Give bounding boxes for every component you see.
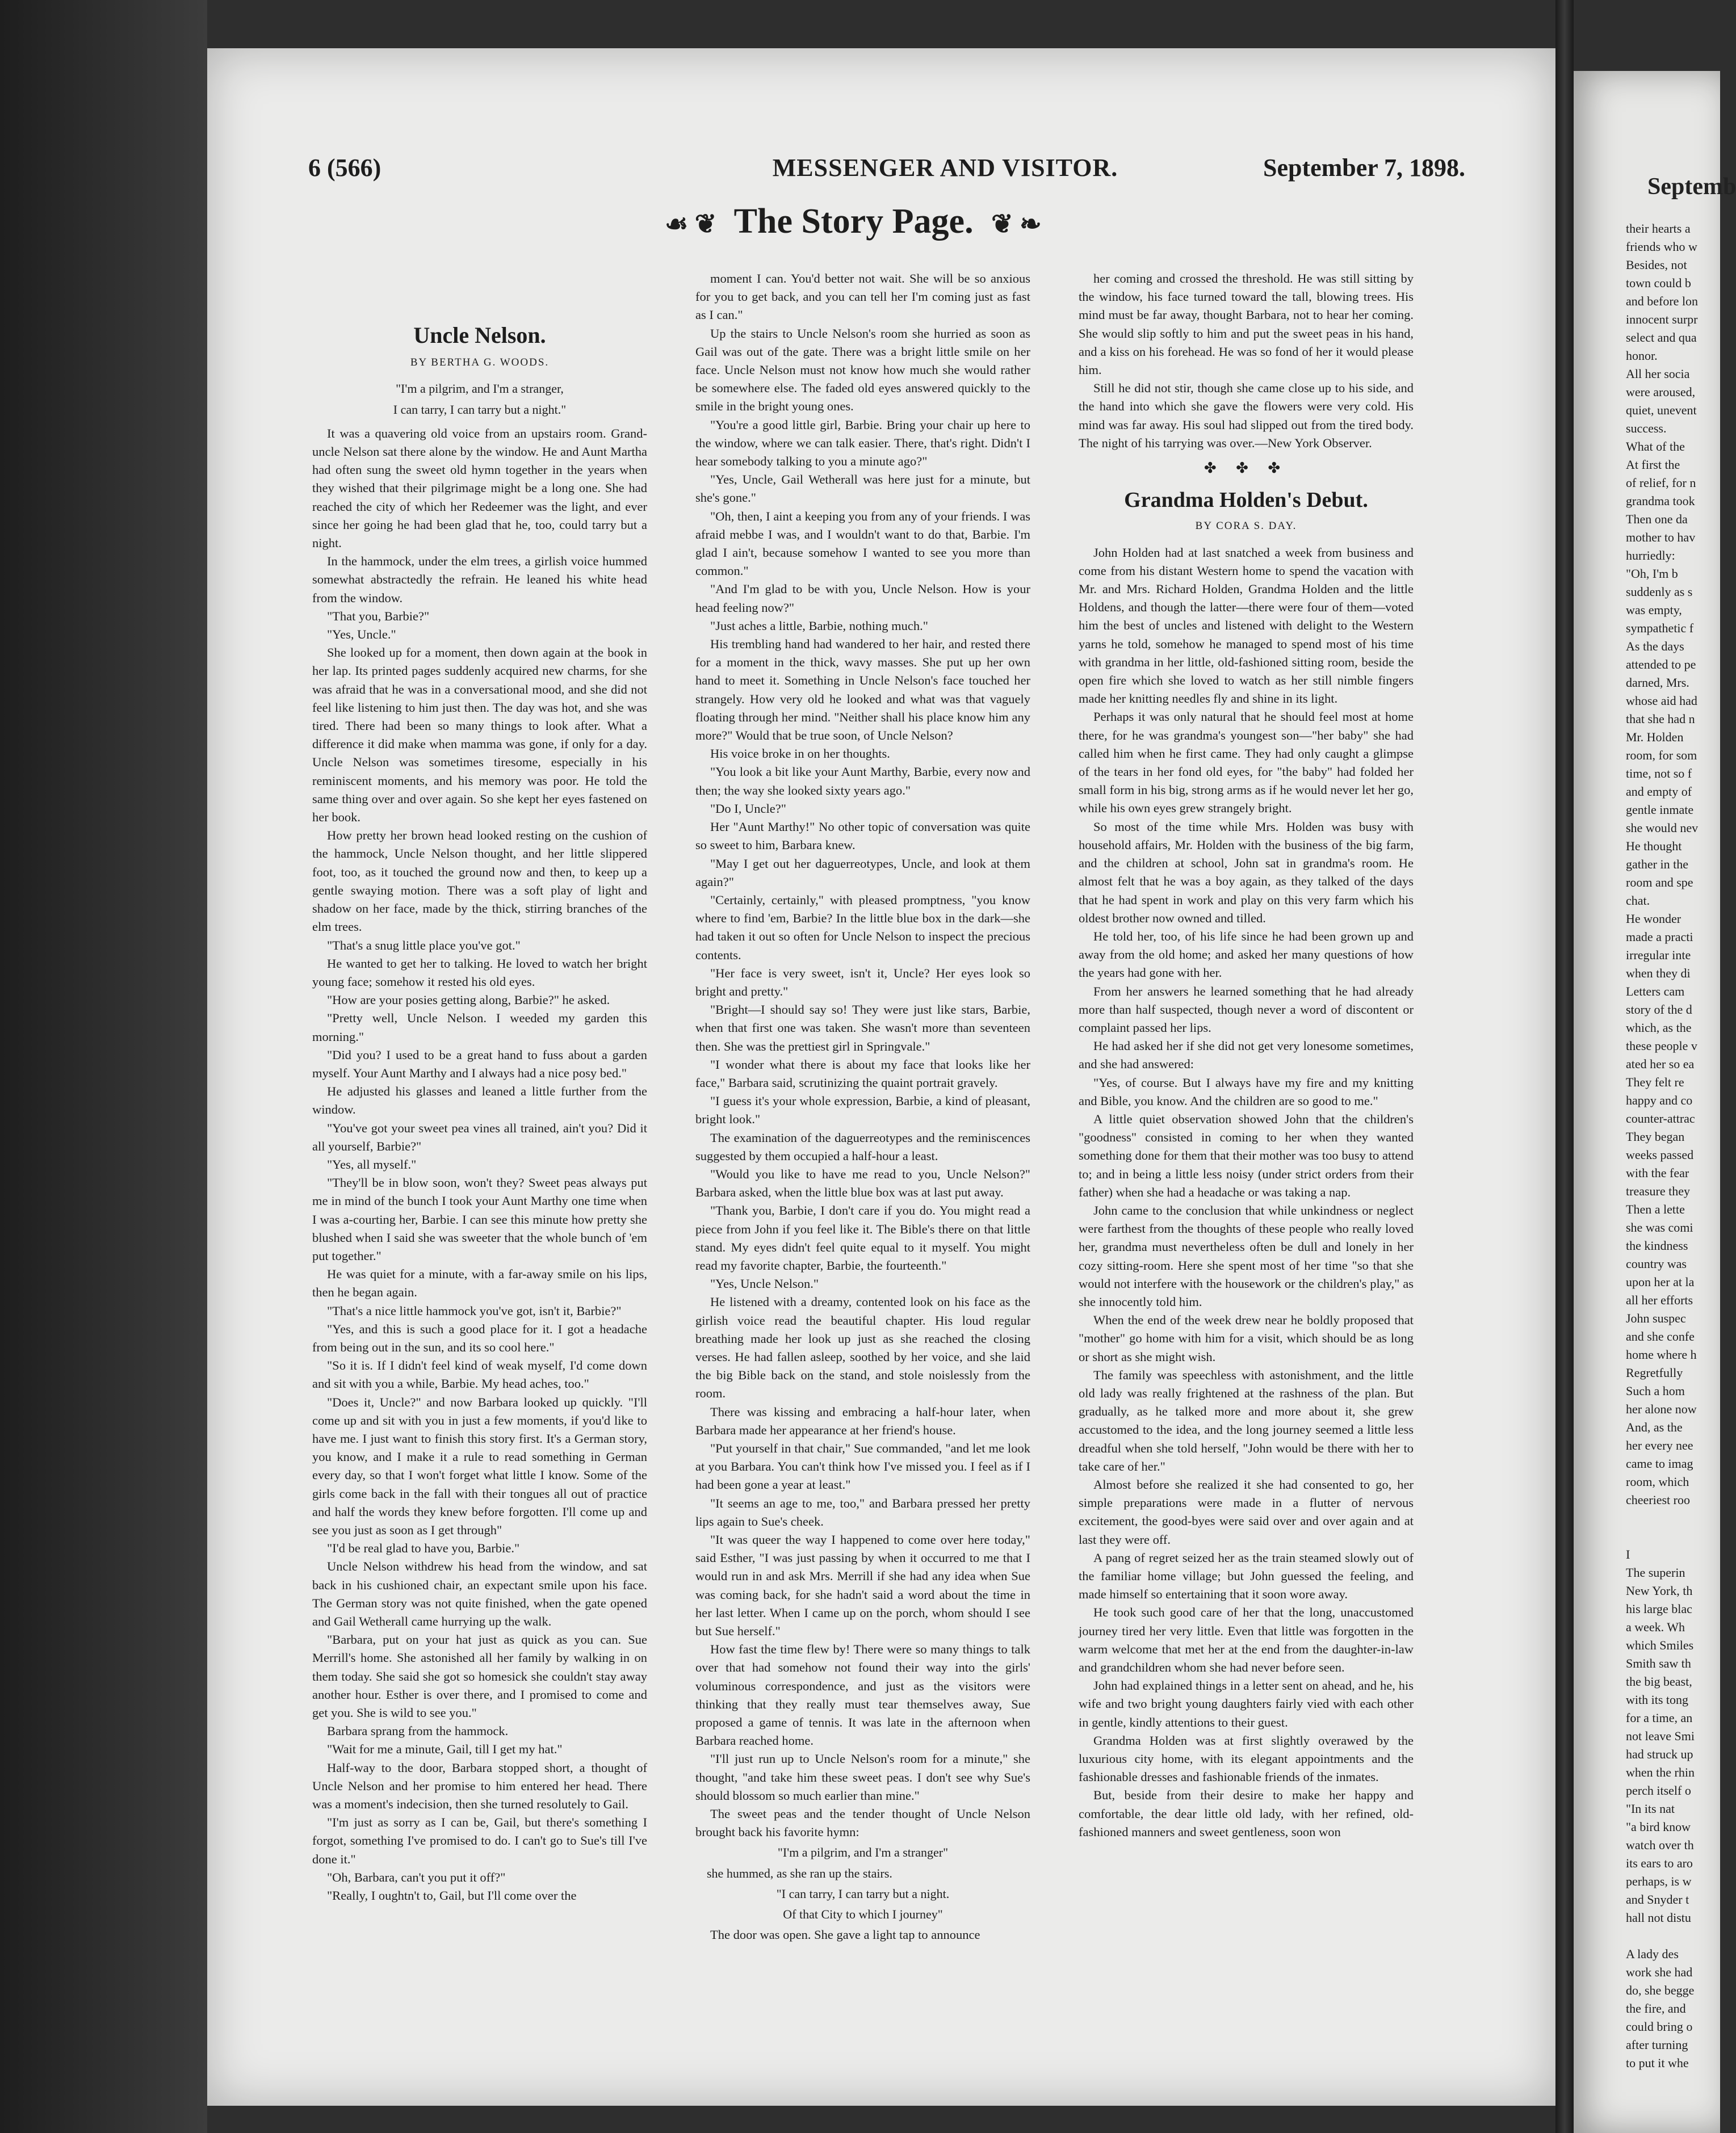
paragraph: The door was open. She gave a light tap to announce [710, 1928, 980, 1942]
text-line: perhaps, is w [1626, 1874, 1692, 1888]
text-line: Smith saw th [1626, 1656, 1691, 1670]
text-line: Besides, not [1626, 258, 1687, 272]
paragraph: He had asked her if she did not get very lonesome sometimes, and she had answered: [1079, 1039, 1414, 1072]
text-line: when the rhin [1626, 1765, 1695, 1779]
text-line: she would nev [1626, 821, 1699, 835]
story-byline: BY CORA S. DAY. [1195, 520, 1297, 532]
text-line [1626, 1927, 1722, 1945]
text-line: not leave Smi [1626, 1729, 1695, 1743]
hymn-line: Of that City to which I journey" [783, 1907, 943, 1922]
paragraph: He was quiet for a minute, with a far-away smile on his lips, then he began again. [312, 1267, 647, 1300]
paragraph: Still he did not stir, though she came close up to his side, and the hand into which she gave the flowers were very cold. His mind was far away. His soul had slipped out from the tired body. The night of his tarrying was over.—New York Observer. [1079, 381, 1414, 450]
paragraph: "Yes, of course. But I always have my fire and my knitting and Bible, you know. And the children are so good to me." [1079, 1075, 1414, 1108]
leaf-ornament-icon: ☙ ❦ [665, 209, 717, 238]
text-line: gentle inmate [1626, 803, 1694, 817]
paragraph: "Really, I oughtn't to, Gail, but I'll come over the [327, 1888, 577, 1903]
text-line: Regretfully [1626, 1366, 1683, 1380]
story-title-grandma-holden: Grandma Holden's Debut. [1124, 488, 1368, 513]
text-line: which Smiles [1626, 1638, 1694, 1652]
column-3-body-story2 [1079, 544, 1414, 1841]
hymn-line: she hummed, as she ran up the stairs. [707, 1866, 892, 1880]
paragraph: "Her face is very sweet, isn't it, Uncle? Her eyes look so bright and pretty." [695, 965, 1030, 998]
text-line: after turning [1626, 2038, 1688, 2052]
paragraph: He told her, too, of his life since he had been grown up and away from the old home; and asked her many questions of how the years had gone with her. [1079, 929, 1414, 980]
text-line: I [1626, 1547, 1630, 1561]
text-line: success. [1626, 421, 1667, 435]
column-2 [695, 270, 1030, 1944]
adjacent-page-fragment [1574, 71, 1736, 2133]
text-line: "In its nat [1626, 1802, 1675, 1816]
paragraph: Uncle Nelson withdrew his head from the window, and sat back in his cushioned chair, an expectant smile upon his face. The German story was not quite finished, when the gate opened and Gail Wetherall came hurrying up the walk. [312, 1559, 647, 1629]
text-line: town could b [1626, 276, 1691, 290]
story-byline: BY BERTHA G. WOODS. [410, 356, 550, 369]
paragraph: In the hammock, under the elm trees, a girlish voice hummed somewhat abstractedly the refrain. He leaned his white head from the window. [312, 554, 647, 605]
text-line: quiet, unevent [1626, 403, 1697, 417]
page-number: 6 (566) [308, 154, 381, 182]
text-line: his large blac [1626, 1602, 1692, 1616]
text-line: attended to pe [1626, 657, 1696, 671]
text-line: work she had [1626, 1965, 1693, 1979]
paragraph: "Put yourself in that chair," Sue commanded, "and let me look at you Barbara. You can't think how I've missed you. I feel as if I had been gone a year at least." [695, 1441, 1030, 1492]
paragraph: "Wait for me a minute, Gail, till I get my hat." [327, 1742, 563, 1757]
paragraph: "Yes, Uncle, Gail Wetherall was here just for a minute, but she's gone." [695, 472, 1030, 505]
paragraph: "You're a good little girl, Barbie. Bring your chair up here to the window, where we can talk easier. There, that's right. Didn't I hear somebody talking to you a minute ago?" [695, 417, 1030, 469]
paragraph: "So it is. If I didn't feel kind of weak myself, I'd come down and sit with you a while, Barbie. My head aches, too." [312, 1358, 647, 1391]
paragraph: "Pretty well, Uncle Nelson. I weeded my garden this morning." [312, 1011, 647, 1044]
text-line: All her socia [1626, 367, 1690, 381]
paragraph: From her answers he learned something that he had already more than half suspected, though never a word of discontent or complaint passed her lips. [1079, 984, 1414, 1035]
paragraph: When the end of the week drew near he boldly proposed that "mother" go home with him for a visit, which should be as long or short as she might wish. [1079, 1313, 1414, 1364]
paragraph: John Holden had at last snatched a week from business and come from his distant Western home to spend the vacation with Mr. and Mrs. Richard Holden, Grandma Holden and the little Holdens, and though the latter—there were four of them—voted him the best of uncles and listened with delight to the Western yarns he told, somehow he managed to spend most of his time with grandma in her little, old-fashioned sitting room, beside the open fire which she loved to watch as her still nimble fingers made her knitting needles fly and shine in its light. [1079, 545, 1414, 706]
paragraph: Almost before she realized it she had consented to go, her simple preparations were made in a flutter of nervous excitement, the good-byes were said over and over again and at last they were off. [1079, 1477, 1414, 1547]
text-line: were aroused, [1626, 385, 1696, 399]
paragraph: "Oh, then, I aint a keeping you from any of your friends. I was afraid mebbe I was, and I wouldn't want to do that, Barbie. I'm glad I ain't, because somehow I wanted to see you more than common." [695, 509, 1030, 578]
text-line: gather in the [1626, 857, 1688, 871]
publication-name: MESSENGER AND VISITOR. [772, 154, 1118, 182]
text-line: upon her at la [1626, 1275, 1695, 1289]
text-line: had struck up [1626, 1747, 1693, 1761]
text-line: the big beast, [1626, 1674, 1692, 1689]
text-line: when they di [1626, 966, 1691, 980]
text-line: all her efforts [1626, 1293, 1693, 1307]
text-line: and she confe [1626, 1329, 1695, 1343]
page-gutter [1555, 0, 1574, 2133]
issue-date: September 7, 1898. [1263, 154, 1466, 182]
paragraph: "Certainly, certainly," with pleased promptness, "you know where to find 'em, Barbie? In the little blue box in the dark—she had taken it out so often for Uncle Nelson to inspect the precious contents. [695, 892, 1030, 962]
text-line: The superin [1626, 1565, 1685, 1580]
text-line: home where h [1626, 1347, 1697, 1362]
text-line: these people v [1626, 1039, 1697, 1053]
paragraph: Grandma Holden was at first slightly overawed by the luxurious city home, with its elegant appointments and the fashionable dresses and fashionable friends of the inmates. [1079, 1733, 1414, 1785]
column-3 [1079, 270, 1414, 1841]
text-line: perch itself o [1626, 1783, 1691, 1798]
paragraph: "I'm just as sorry as I can be, Gail, but there's something I forgot, something I've promised to do. I can't go to Sue's till I've done it." [312, 1815, 647, 1866]
text-line: Then one da [1626, 512, 1688, 526]
text-line: room, which [1626, 1475, 1689, 1489]
hymn-line: "I can tarry, I can tarry but a night. [776, 1886, 950, 1901]
paragraph: "That's a snug little place you've got." [327, 938, 521, 952]
paragraph: She looked up for a moment, then down again at the book in her lap. Its printed pages suddenly acquired new charms, for she was afraid that he was in a conversational mood, and she did not feel like listening to him just then. The day was hot, and she was tired. There had been so many things to look after. What a difference it did make when mamma was gone, if only for a day. Uncle Nelson was sometimes tiresome, especially in his reminiscent moments, and his memory was poor. He told the same thing over and over again. So she kept her eyes fastened on her book. [312, 645, 647, 825]
text-line: which, as the [1626, 1021, 1692, 1035]
scan-left-margin [0, 0, 207, 2133]
text-line: He wonder [1626, 912, 1682, 926]
column-2-body [695, 270, 1030, 1841]
text-line: room and spe [1626, 875, 1693, 889]
text-line: weeks passed [1626, 1148, 1694, 1162]
text-line: cheeriest roo [1626, 1493, 1690, 1507]
paragraph: The examination of the daguerreotypes and the reminiscences suggested by them occupied a half-hour a least. [695, 1130, 1030, 1163]
epigraph-line: "I'm a pilgrim, and I'm a stranger, [396, 381, 564, 396]
paragraph: He listened with a dreamy, contented look on his face as the girlish voice read the beautiful chapter. His loud regular breathing made her look up just as she reached the closing verses. He had fallen asleep, soothed by her voice, and she laid the big Bible back on the stand, and stole noislessly from the room. [695, 1295, 1030, 1401]
text-line: sympathetic f [1626, 621, 1694, 635]
epigraph-line: I can tarry, I can tarry but a night." [393, 402, 567, 417]
section-title-text: The Story Page. [733, 202, 974, 241]
text-line: He thought [1626, 839, 1682, 853]
column-1-body [312, 425, 647, 1905]
paragraph: Up the stairs to Uncle Nelson's room she hurried as soon as Gail was out of the gate. There was a bright little smile on her face. Uncle Nelson must not know how much she would rather be somewhere else. The faded old eyes answered quickly to the smile in the bright young ones. [695, 326, 1030, 414]
text-line: mother to hav [1626, 530, 1696, 544]
paragraph: "I wonder what there is about my face that looks like her face," Barbara said, scrutinizing the quaint portrait gravely. [695, 1057, 1030, 1090]
paragraph: "It was queer the way I happened to come over here today," said Esther, "I was just passing by when it occurred to me that I would run in and ask Mrs. Merrill if she had any idea when Sue was coming back, for she hadn't said a word about the time in her last letter. When I came up on the porch, whom should I see but Sue herself." [695, 1532, 1030, 1639]
paragraph: Perhaps it was only natural that he should feel most at home there, for he was grandma's youngest son—"her baby" she had called him when he first came. They had only caught a glimpse of the tears in her fond old eyes, for "the baby" had folded her small form in his big, strong arms as if he would never let her go, while his own eyes grew strangely bright. [1079, 709, 1414, 816]
text-line: was empty, [1626, 603, 1682, 617]
adjacent-page-header: Septemb [1647, 174, 1736, 200]
text-line: grandma took [1626, 494, 1695, 508]
paragraph: "Yes, all myself." [327, 1157, 417, 1172]
text-line: "Oh, I'm b [1626, 566, 1678, 581]
paragraph: "Yes, and this is such a good place for it. I got a headache from being out in the sun, and its so cool here." [312, 1321, 647, 1354]
text-line: Then a lette [1626, 1202, 1685, 1216]
leaf-ornament-icon: ❦ ❧ [991, 209, 1042, 238]
paragraph: "Barbara, put on your hat just as quick as you can. Sue Merrill's home. She astonished all her family by walking in on them today. She said she got so homesick she couldn't stay away another hour. Esther is over there, and I promised to come and get you. She is wild to see you." [312, 1632, 647, 1720]
text-line: treasure they [1626, 1184, 1690, 1198]
text-line: hall not distu [1626, 1911, 1691, 1925]
paragraph: His voice broke in on her thoughts. [710, 746, 890, 761]
paragraph: "Thank you, Barbie, I don't care if you do. You might read a piece from John if you feel like it. The Bible's there on that little stand. My eyes didn't feel quite equal to it myself. You might read my favorite chapter, Barbie, the fourteenth." [695, 1203, 1030, 1273]
section-title [656, 201, 1337, 247]
paragraph: "You look a bit like your Aunt Marthy, Barbie, every now and then; the way she looked sixty years ago." [695, 765, 1030, 797]
paragraph: "Yes, Uncle Nelson." [710, 1277, 819, 1291]
paragraph: But, beside from their desire to make her happy and comfortable, the dear little old lady, with her refined, old-fashioned manners and sweet gentleness, soon won [1079, 1788, 1414, 1839]
text-line: friends who w [1626, 240, 1697, 254]
paragraph: There was kissing and embracing a half-hour later, when Barbara made her appearance at her friend's house. [695, 1404, 1030, 1437]
page-header [207, 153, 1555, 187]
text-line: came to imag [1626, 1456, 1693, 1471]
text-line: the fire, and [1626, 2001, 1686, 2016]
paragraph: A pang of regret seized her as the train steamed slowly out of the familiar home village; but John guessed the feeling, and made himself so entertaining that it soon wore away. [1079, 1550, 1414, 1602]
text-line: darned, Mrs. [1626, 675, 1689, 690]
paragraph: How fast the time flew by! There were so many things to talk over that had somehow not found their way into the girls' voluminous correspondence, and just as the visitors were thinking that they really must tear themselves away, Sue proposed a game of tennis. It was late in the afternoon when Barbara reached home. [695, 1642, 1030, 1748]
text-line: room, for som [1626, 748, 1697, 762]
paragraph: "And I'm glad to be with you, Uncle Nelson. How is your head feeling now?" [695, 582, 1030, 615]
column-1 [312, 270, 647, 1905]
paragraph: "May I get out her daguerreotypes, Uncle, and look at them again?" [695, 856, 1030, 889]
text-line: A lady des [1626, 1947, 1679, 1961]
text-line [1626, 1509, 1722, 1527]
text-line: New York, th [1626, 1584, 1693, 1598]
hymn-line: "I'm a pilgrim, and I'm a stranger" [777, 1845, 949, 1860]
paragraph: "I'll just run up to Uncle Nelson's room for a minute," she thought, "and take him these sweet peas. I don't see why Sue's should blossom so much earlier than mine." [695, 1752, 1030, 1803]
text-line [1626, 1527, 1722, 1546]
paragraph: "They'll be in blow soon, won't they? Sweet peas always put me in mind of the bunch I took your Aunt Marthy one time when I was a-courting her, Barbie. I can see this minute how pretty she blushed when I said she was sweeter that the whole bunch of 'em put together." [312, 1175, 647, 1263]
text-line: What of the [1626, 439, 1685, 454]
paragraph: "Oh, Barbara, can't you put it off?" [327, 1870, 506, 1884]
text-line: counter-attrac [1626, 1111, 1695, 1126]
text-line: And, as the [1626, 1420, 1683, 1434]
paragraph: John had explained things in a letter sent on ahead, and he, his wife and two bright young daughters fairly vied with each other in gentle, kindly attentions to their guest. [1079, 1678, 1414, 1729]
text-line: At first the [1626, 457, 1680, 472]
text-line: honor. [1626, 348, 1658, 363]
adjacent-page-column [1626, 220, 1722, 2072]
paragraph: Her "Aunt Marthy!" No other topic of conversation was quite so sweet to him, Barbara knew. [695, 820, 1030, 853]
text-line: irregular inte [1626, 948, 1691, 962]
paragraph: The family was speechless with astonishment, and the little old lady was really frightened at the rashness of the plan. But gradually, as he talked more and more about it, she grew accustomed to the idea, and the long journey seemed a little less dreadful when she told herself, "John would be there with her to take care of her." [1079, 1367, 1414, 1473]
text-line: story of the d [1626, 1002, 1692, 1017]
text-line: Mr. Holden [1626, 730, 1684, 744]
text-line: made a practi [1626, 930, 1693, 944]
paragraph: her coming and crossed the threshold. He was still sitting by the window, his face turned toward the tall, blowing trees. His mind must be far away, thought Barbara, not to hear her coming. She would slip softly to him and put the sweet peas in his hand, and a kiss on his forehead. He was so fond of her it would please him. [1079, 271, 1414, 377]
text-line: with its tong [1626, 1693, 1689, 1707]
text-line: chat. [1626, 893, 1650, 908]
text-line: time, not so f [1626, 766, 1692, 780]
paragraph: "You've got your sweet pea vines all trained, ain't you? Did it all yourself, Barbie?" [312, 1120, 647, 1153]
paragraph: A little quiet observation showed John that the children's "goodness" consisted in coming to her when they wanted something done for them that their mother was too busy to attend to; and in being a little less noisy (under strict orders from their father) when she had a headache or was taking a nap. [1079, 1111, 1414, 1199]
paragraph: He adjusted his glasses and leaned a little further from the window. [312, 1084, 647, 1117]
text-line: John suspec [1626, 1311, 1686, 1325]
text-line: and Snyder t [1626, 1892, 1689, 1907]
paragraph: moment I can. You'd better not wait. She will be so anxious for you to get back, and you can tell her I'm coming just as fast as I can." [695, 271, 1030, 322]
text-line: happy and co [1626, 1093, 1693, 1107]
paragraph: "Do I, Uncle?" [710, 801, 786, 816]
paragraph: It was a quavering old voice from an upstairs room. Grand-uncle Nelson sat there alone by the window. He and Aunt Martha had often sung the sweet old hymn together in the years when they wished that their pilgrimage might be a long one. She had reached the city of which her Redeemer was the light, and ever since her going he had been glad that he, too, could tarry but a night. [312, 426, 647, 551]
story-title-uncle-nelson: Uncle Nelson. [413, 322, 546, 348]
text-line: that she had n [1626, 712, 1695, 726]
text-line: suddenly as s [1626, 585, 1693, 599]
text-line: Such a hom [1626, 1384, 1685, 1398]
paragraph: "That you, Barbie?" [327, 608, 430, 623]
text-line: with the fear [1626, 1166, 1689, 1180]
text-line: select and qua [1626, 330, 1697, 345]
text-line: watch over th [1626, 1838, 1694, 1852]
paragraph: So most of the time while Mrs. Holden was busy with household affairs, Mr. Holden with the business of the big farm, and the children at school, John sat in grandma's room. He almost felt that he was a boy again, as they talked of the days that he had spent in work and play on this very farm which his oldest brother now owned and tilled. [1079, 819, 1414, 925]
text-line: whose aid had [1626, 694, 1697, 708]
text-line: for a time, an [1626, 1711, 1693, 1725]
paragraph: "I'd be real glad to have you, Barbie." [327, 1541, 520, 1556]
paragraph: "Did you? I used to be a great hand to fuss about a garden myself. Your Aunt Marthy and I always had a nice posy bed." [312, 1047, 647, 1080]
text-line: and empty of [1626, 784, 1692, 799]
paragraph: How pretty her brown head looked resting on the cushion of the hammock, Uncle Nelson thought, and her little slippered foot, too, as it touched the ground now and then, to keep up a gentle swaying motion. There was a soft play of light and shadow on her face, made by the thick, stirring branches of the elm trees. [312, 828, 647, 934]
paragraph: His trembling hand had wandered to her hair, and rested there for a moment in the thick, wavy masses. She put up her own hand to meet it. Something in Uncle Nelson's face touched her strangely. How very old he looked and what was that vaguely floating through her mind. "Neither shall his place know him any more?" Would that be true soon, of Uncle Nelson? [695, 637, 1030, 743]
paragraph: "Bright—I should say so! They were just like stars, Barbie, when that first one was taken. She wasn't more than seventeen then. She was the prettiest girl in Springvale." [695, 1002, 1030, 1053]
text-line: to put it whe [1626, 2056, 1689, 2070]
paragraph: "I guess it's your whole expression, Barbie, a kind of pleasant, bright look." [695, 1094, 1030, 1127]
text-line: They began [1626, 1130, 1685, 1144]
paragraph: "That's a nice little hammock you've got, isn't it, Barbie?" [327, 1303, 622, 1318]
paragraph: He wanted to get her to talking. He loved to watch her bright young face; somehow it rested his old eyes. [312, 956, 647, 989]
paragraph: He took such good care of her that the long, unaccustomed journey tired her very little. Even that little was forgotten in the warm welcome that met her at the end from the daughter-in-law and grandchildren whom she had never before seen. [1079, 1605, 1414, 1675]
section-separator: ✤ ✤ ✤ [1204, 460, 1289, 477]
text-line: Letters cam [1626, 984, 1685, 998]
paragraph: "Would you like to have me read to you, Uncle Nelson?" Barbara asked, when the little blue box was at last put away. [695, 1166, 1030, 1200]
paragraph: "How are your posies getting along, Barbie?" he asked. [327, 993, 610, 1007]
text-line: their hearts a [1626, 221, 1691, 236]
column-3-body [1079, 270, 1414, 452]
paragraph: The sweet peas and the tender thought of Uncle Nelson brought back his favorite hymn: [695, 1807, 1030, 1840]
newspaper-page [207, 48, 1555, 2106]
text-line: of relief, for n [1626, 476, 1696, 490]
paragraph: "Does it, Uncle?" and now Barbara looked up quickly. "I'll come up and sit with you in just a few moments, if you'd like to have me. I just want to finish this story first. It's a German story, you know, and I make it a rule to read something in German every day, so that I won't forget what little I know. Some of the girls come back in the fall with their tongues all out of practice and half the words they knew before forgotten. I'll come up and see you just as soon as I get through" [312, 1395, 647, 1537]
text-line: she was comi [1626, 1220, 1693, 1235]
text-line: could bring o [1626, 2019, 1693, 2034]
paragraph: John came to the conclusion that while unkindness or neglect were farthest from the thoughts of these people who really loved her, grandma must nevertheless often be dull and lonely in her cozy sitting-room. Here she spent most of her time "so that she would not interfere with the housework or the children's play," as she innocently told him. [1079, 1203, 1414, 1309]
text-line: ated her so ea [1626, 1057, 1695, 1071]
text-line: "a bird know [1626, 1820, 1691, 1834]
paragraph: Barbara sprang from the hammock. [327, 1724, 509, 1739]
text-line: As the days [1626, 639, 1684, 653]
text-line: her alone now [1626, 1402, 1697, 1416]
paragraph: Half-way to the door, Barbara stopped short, a thought of Uncle Nelson and her promise to him entered her head. There was a moment's indecision, then she turned resolutely to Gail. [312, 1760, 647, 1812]
paragraph: "Yes, Uncle." [327, 627, 396, 642]
text-line: country was [1626, 1257, 1687, 1271]
text-line: They felt re [1626, 1075, 1684, 1089]
text-line: its ears to aro [1626, 1856, 1693, 1870]
text-line: innocent surpr [1626, 312, 1698, 326]
text-line: and before lon [1626, 294, 1699, 308]
paragraph: "It seems an age to me, too," and Barbara pressed her pretty lips again to Sue's cheek. [695, 1496, 1030, 1529]
paragraph: "Just aches a little, Barbie, nothing much." [710, 618, 928, 633]
text-line: hurriedly: [1626, 548, 1675, 562]
text-line: the kindness [1626, 1238, 1688, 1253]
text-line: her every nee [1626, 1438, 1693, 1452]
text-line: a week. Wh [1626, 1620, 1685, 1634]
text-line: do, she begge [1626, 1983, 1695, 1997]
